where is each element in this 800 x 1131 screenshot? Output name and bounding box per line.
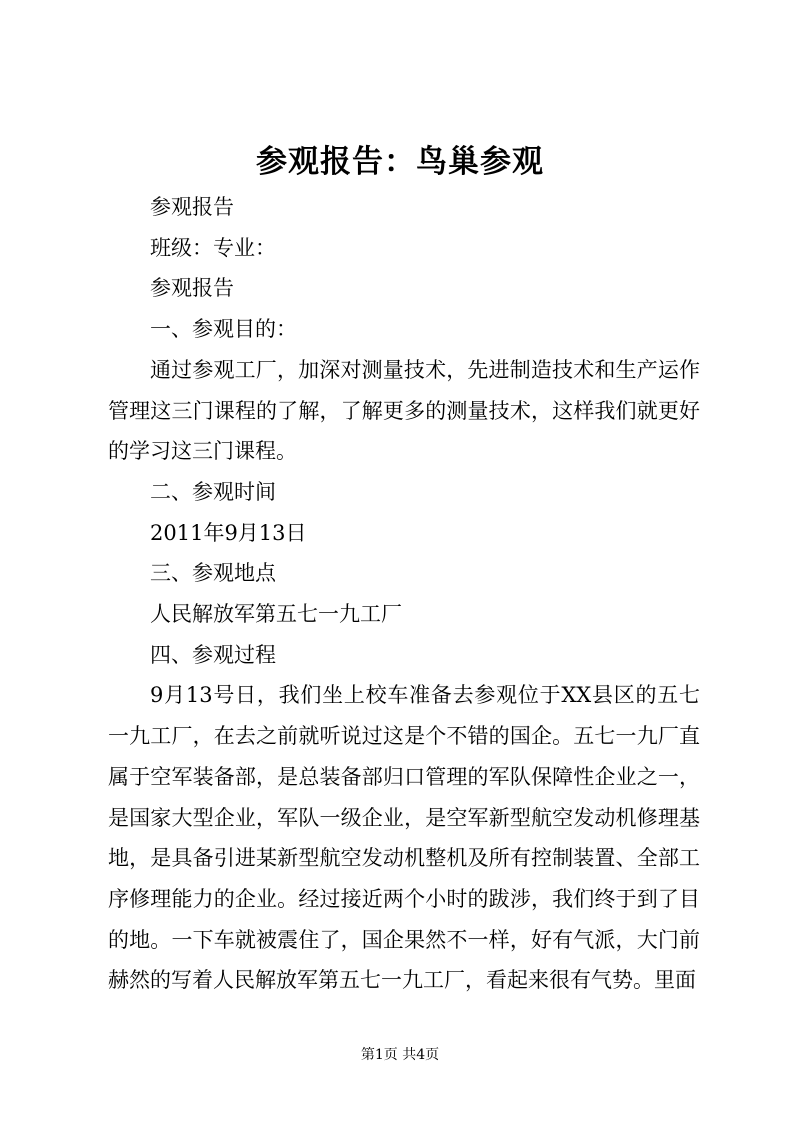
section-heading-time: 二、参观时间 bbox=[150, 479, 276, 504]
page-footer: 第1页 共4页 bbox=[360, 1047, 440, 1063]
paragraph-class-major: 班级：专业： bbox=[150, 235, 276, 260]
paragraph-location: 人民解放军第五七一九工厂 bbox=[150, 602, 402, 627]
document-body bbox=[108, 187, 700, 1001]
paragraph-process: 9月13号日，我们坐上校车准备去参观位于XX县区的五七一九工厂，在去之前就听说过这是个不错的国企。五七一九厂直属于空军装备部，是总装备部归口管理的军队保障性企业之一，是国家大型企业，军队一级企业，是空军新型航空发动机修理基地，是具备引进某新型航空发动机整机及所有控制装置、全部工序修理能力的企业。经过接近两个小时的跋涉，我们终于到了目的地。一下车就被震住了，国企果然不一样，好有气派，大门前赫然的写着人民解放军第五七一九工厂，看起来很有气势。里面 bbox=[108, 683, 700, 993]
paragraph-date: 2011年9月13日 bbox=[150, 520, 307, 545]
section-heading-purpose: 一、参观目的： bbox=[150, 317, 297, 342]
paragraph-purpose: 通过参观工厂，加深对测量技术，先进制造技术和生产运作管理这三门课程的了解，了解更多的测量技术，这样我们就更好的学习这三门课程。 bbox=[108, 357, 700, 464]
paragraph-report-label: 参观报告 bbox=[150, 195, 234, 219]
section-heading-location: 三、参观地点 bbox=[150, 561, 276, 586]
document-title: 参观报告：鸟巢参观 bbox=[256, 144, 544, 180]
section-heading-process: 四、参观过程 bbox=[150, 642, 276, 667]
paragraph-report-heading: 参观报告 bbox=[150, 276, 234, 301]
